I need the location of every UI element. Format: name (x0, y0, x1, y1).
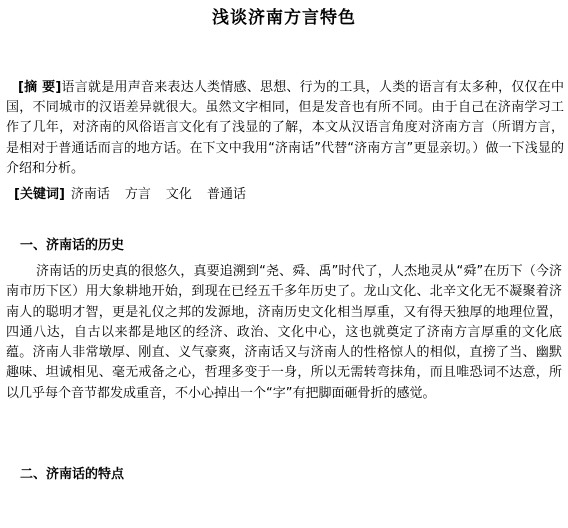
keyword-item: 普通话 (206, 187, 246, 202)
document-title: 浅谈济南方言特色 (212, 8, 356, 28)
keyword-item: 文化 (165, 187, 192, 202)
keyword-item: 方言 (124, 187, 151, 202)
abstract-paragraph (6, 78, 564, 179)
keywords-label: [关键词] (14, 187, 65, 202)
section-heading-features: 二、济南话的特点 (20, 467, 125, 482)
abstract-text: 语言就是用声音来表达人类情感、思想、行为的工具，人类的语言有太多种，仅仅在中国，不同城市的汉语差异就很大。虽然文字相同，但是发音也有所不同。由于自己在济南学习工作了几年，对济南的风俗语言文化有了浅显的了解，本文从汉语言角度对济南方言（所谓方言，是相对于普通话而言的地方话。在下文中我用“济南话”代替“济南方言”更显亲切。）做一下浅显的介绍和分析。 (6, 80, 564, 176)
keywords-line (14, 185, 255, 205)
section-heading-history: 一、济南话的历史 (20, 238, 125, 253)
abstract-label: [摘 要] (18, 80, 62, 95)
keyword-item: 济南话 (70, 187, 110, 202)
section-history-paragraph: 济南话的历史真的很悠久，真要追溯到“尧、舜、禹”时代了，人杰地灵从“舜”在历下（今济南市历下区）用大象耕地开始，到现在已经五千多年历史了。龙山文化、北辛文化无不凝聚着济南人的聪明才智，更是礼仪之邦的发源地，济南历史文化相当厚重，又有得天独厚的地理位置，四通八达，自古以来都是地区的经济、政治、文化中心，这也就奠定了济南方言厚重的文化底蕴。济南人非常墩厚、刚直、义气豪爽，济南话又与济南人的性格惊人的相似，直搒了当、幽默趣味、坦诚相见、毫无戒备之心，哲理多变于一身，所以无需转弯抹角，而且唯恐词不达意，所以几乎每个音节都发成重音，不小心掉出一个“字”有把脚面砸骨折的感觉。 (6, 264, 562, 401)
